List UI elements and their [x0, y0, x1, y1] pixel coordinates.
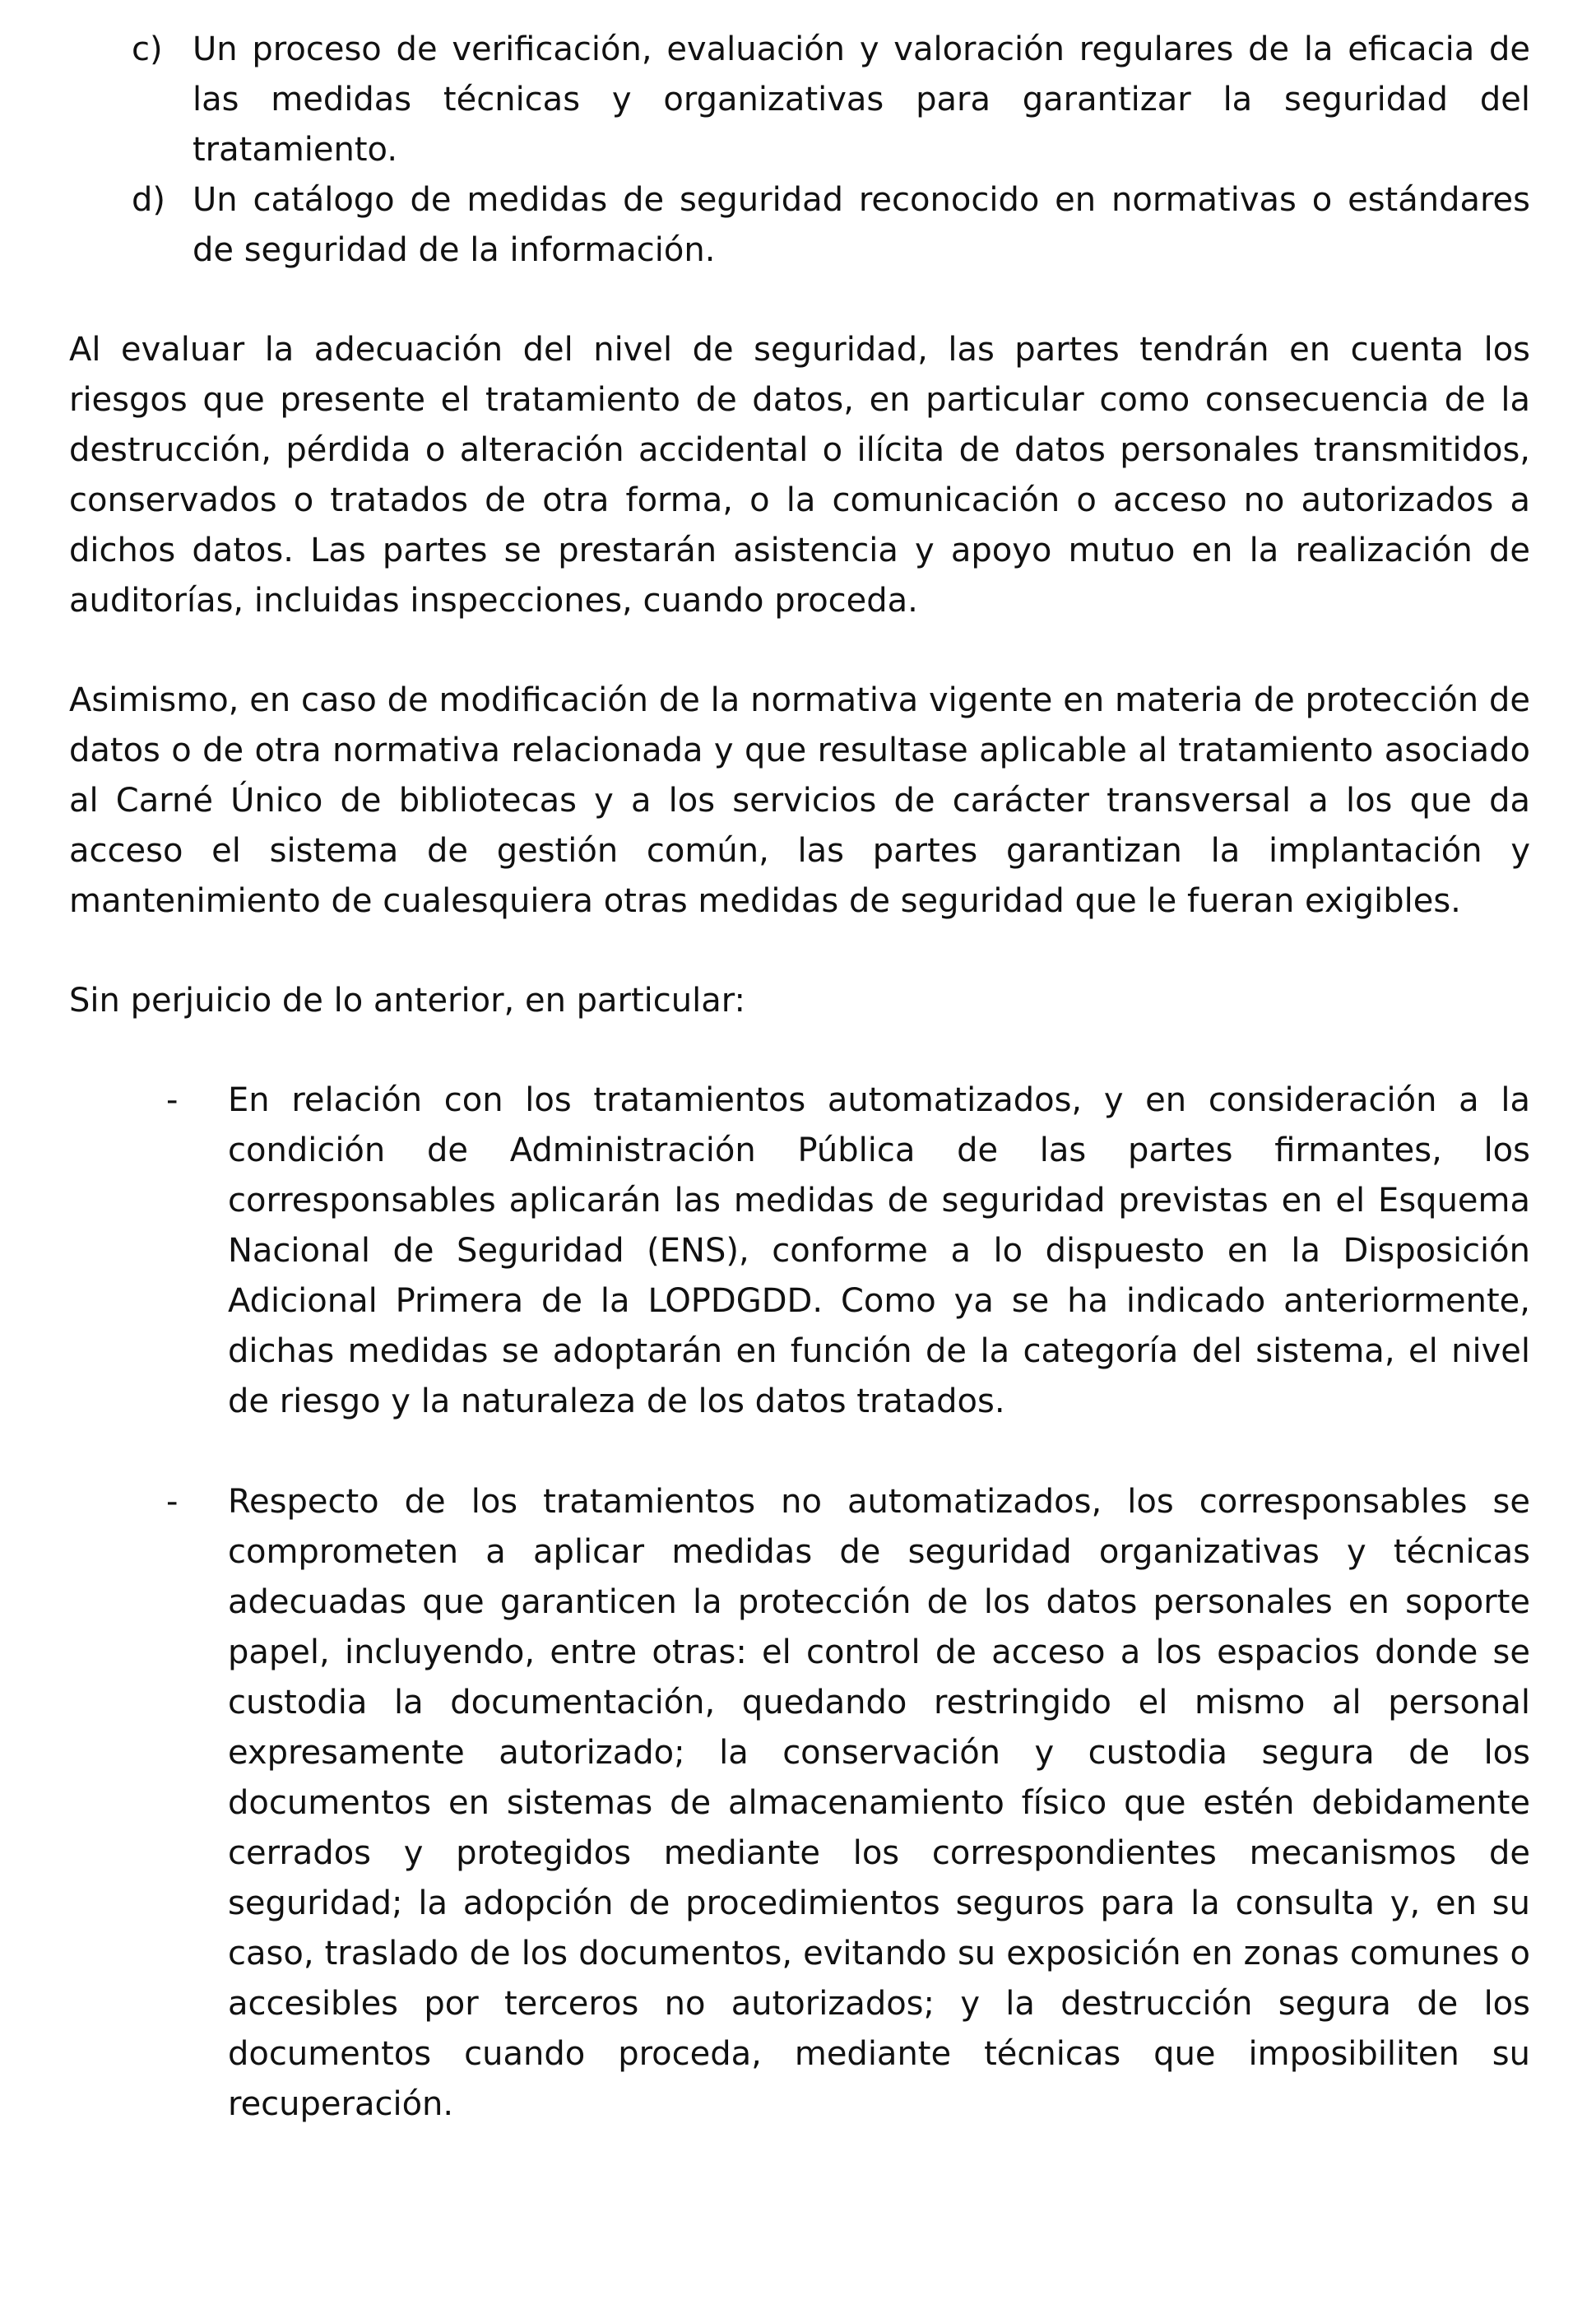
list-item: [69, 25, 1530, 175]
list-item: [69, 1076, 1530, 1427]
dash-list: [69, 1076, 1530, 2130]
modification-paragraph: Asimismo, en caso de modificación de la normativa vigente en materia de protección de datos o de otra normativa relacionada y que resultase aplicable al tratamiento asociado al Carné Único de bibliotecas y a los servicios de carácter transversal a los que da acceso el sistema de gestión común, las partes garantizan la implantación y mantenimiento de cualesquiera otras medidas de seguridad que le fueran exigibles.: [69, 681, 1530, 920]
list-marker: d): [132, 181, 165, 219]
list-marker: c): [132, 30, 163, 68]
lettered-list: [69, 25, 1530, 276]
document-body: [69, 25, 1530, 2130]
list-item-text: Un catálogo de medidas de seguridad reconocido en normativas o estándares de seguridad de la información.: [193, 181, 1530, 269]
list-marker: -: [166, 1483, 179, 1521]
list-item: [69, 175, 1530, 276]
evaluation-paragraph: Al evaluar la adecuación del nivel de seguridad, las partes tendrán en cuenta los riesgos que presente el tratamiento de datos, en particular como consecuencia de la destrucción, pérdida o alteración accidental o ilícita de datos personales transmitidos, conservados o tratados de otra forma, o la comunicación o acceso no autorizados a dichos datos. Las partes se prestarán asistencia y apoyo mutuo en la realización de auditorías, incluidas inspecciones, cuando proceda.: [69, 331, 1530, 620]
intro-paragraph: Sin perjuicio de lo anterior, en particular:: [69, 982, 745, 1020]
list-item-text: Un proceso de verificación, evaluación y valoración regulares de la eficacia de las medidas técnicas y organizativas para garantizar la seguridad del tratamiento.: [193, 30, 1530, 169]
list-item: [69, 1477, 1530, 2130]
list-item-text: En relación con los tratamientos automatizados, y en consideración a la condición de Administración Pública de las partes firmantes, los corresponsables aplicarán las medidas de seguridad previstas en el Esquema Nacional de Seguridad (ENS), conforme a lo dispuesto en la Disposición Adicional Primera de la LOPDGDD. Como ya se ha indicado anteriormente, dichas medidas se adoptarán en función de la categoría del sistema, el nivel de riesgo y la naturaleza de los datos tratados.: [228, 1081, 1530, 1420]
list-item-text: Respecto de los tratamientos no automatizados, los corresponsables se comprometen a aplicar medidas de seguridad organizativas y técnicas adecuadas que garanticen la protección de los datos personales en soporte papel, incluyendo, entre otras: el control de acceso a los espacios donde se custodia la documentación, quedando restringido el mismo al personal expresamente autorizado; la conservación y custodia segura de los documentos en sistemas de almacenamiento físico que estén debidamente cerrados y protegidos mediante los correspondientes mecanismos de seguridad; la adopción de procedimientos seguros para la consulta y, en su caso, traslado de los documentos, evitando su exposición en zonas comunes o accesibles por terceros no autorizados; y la destrucción segura de los documentos cuando proceda, mediante técnicas que imposibiliten su recuperación.: [228, 1483, 1530, 2123]
list-marker: -: [166, 1081, 179, 1119]
